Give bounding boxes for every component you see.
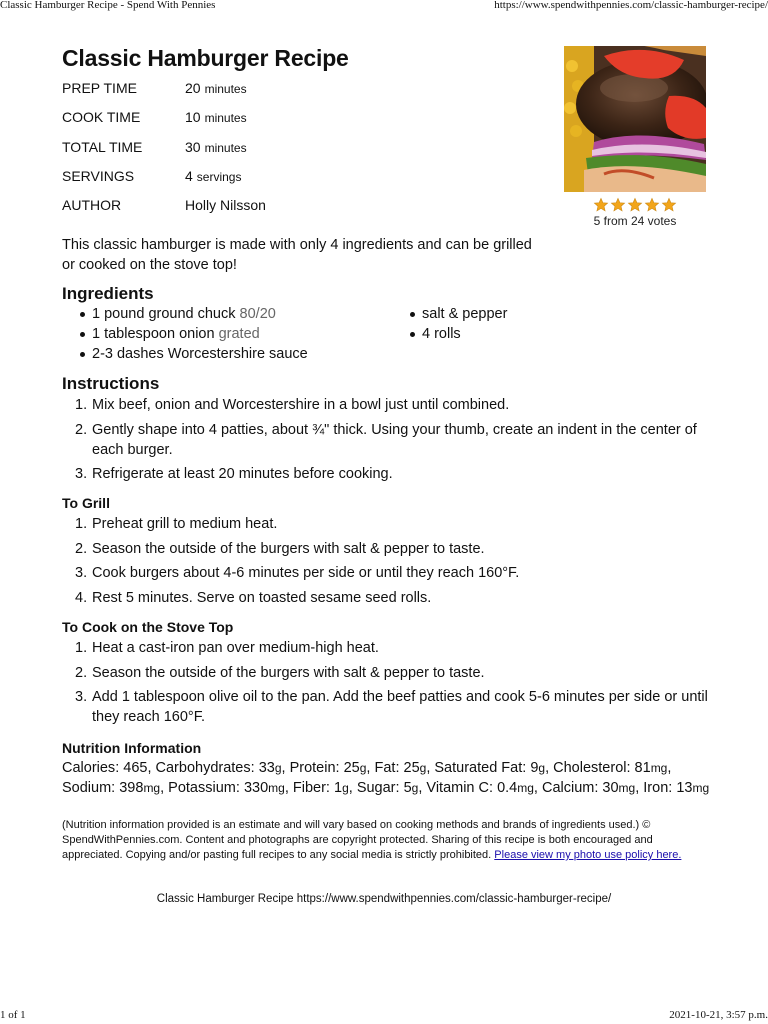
step-item [62,514,712,534]
ingredient-text: 1 pound ground chuck [92,306,236,322]
ingredient-note: 80/20 [239,306,276,322]
ingredient-item [62,304,308,324]
grill-heading: To Grill [62,495,110,511]
nutrition-item: Fat: 25g [374,760,427,776]
meta-value [185,197,266,213]
ingredient-text: 2-3 dashes Worcestershire sauce [92,346,308,362]
meta-row [62,197,266,226]
nutrition-item: Protein: 25g [289,760,367,776]
burger-photo [564,46,706,192]
nutrition-item: Calories: 465 [62,760,148,776]
nutrition-unit: g [538,761,546,775]
star-icon[interactable] [644,197,660,213]
step-item [62,588,712,608]
nutrition-label: Potassium [168,780,236,796]
nutrition-value: 9 [530,760,539,776]
disclaimer [62,818,712,863]
nutrition-value: 30 [602,780,619,796]
meta-unit: minutes [204,140,247,155]
ingredient-item [392,324,507,344]
step-item [62,563,712,583]
step-text: Season the outside of the burgers with salt & pepper to taste. [92,664,485,681]
star-icon[interactable] [593,197,609,213]
nutrition-info: Calories: 465, Carbohydrates: 33g, Protein: 25g, Fat: 25g, Saturated Fat: 9g, Cholesterol: 81mg, Sodium: 398mg, Potassium: 330mg, Fiber: 1g, Sugar: 5g, Vitamin C: 0.4mg, Calcium: 30mg, Iron: 13mg [62,760,710,796]
print-footer [0,1009,768,1021]
ingredient-text: 4 rolls [422,326,461,342]
nutrition-value: 33 [258,760,275,776]
nutrition-label: Sugar [356,780,396,796]
meta-value [185,168,241,184]
nutrition-unit: g [274,761,282,775]
step-text: Add 1 tablespoon olive oil to the pan. Add the beef patties and cook 5-6 minutes per side or until they reach 160°F. [92,689,708,725]
meta-label: TOTAL TIME [62,138,143,155]
star-icon[interactable] [627,197,643,213]
nutrition-label: Calcium [541,780,595,796]
step-number: 1. [75,397,88,413]
ingredient-item [62,344,308,364]
meta-row [62,139,266,168]
star-icon[interactable] [661,197,677,213]
nutrition-item: Sodium: 398mg [62,780,161,796]
meta-value-number: 30 [185,138,201,155]
nutrition-item: Cholesterol: 81mg [553,760,668,776]
nutrition-value: 25 [343,760,360,776]
nutrition-unit: mg [517,781,534,795]
nutrition-unit: mg [143,781,161,795]
step-item [62,663,712,683]
burger-photo-illustration [564,46,706,192]
print-header [0,0,768,11]
step-number: 3. [75,466,88,482]
rating-count: 5 from 24 votes [593,214,677,228]
nutrition-unit: mg [268,781,285,795]
nutrition-label: Iron [643,780,669,796]
nutrition-label: Fat [374,760,396,776]
star-rating[interactable] [580,197,690,213]
nutrition-label: Protein [289,760,336,776]
nutrition-label: Saturated Fat [434,760,523,776]
instructions-list [62,395,712,489]
meta-row [62,80,266,109]
photo-policy-link[interactable]: Please view my photo use policy here. [494,849,682,861]
ingredients-list-right [392,304,507,344]
nutrition-value: 330 [243,780,269,796]
step-number: 1. [75,516,88,532]
step-item [62,395,712,415]
nutrition-label: Fiber [292,780,326,796]
step-text: Season the outside of the burgers with salt & pepper to taste. [92,540,485,557]
recipe-summary: This classic hamburger is made with only 4 ingredients and can be grilled or cooked on the stove top! [62,237,532,273]
meta-unit: servings [196,169,242,184]
nutrition-label: Sodium [62,780,112,796]
meta-value-number: Holly Nilsson [185,197,266,214]
nutrition-value: 398 [119,780,144,796]
nutrition-unit: mg [692,781,710,795]
star-icon[interactable] [610,197,626,213]
meta-value-number: 10 [185,109,201,126]
step-number: 2. [75,664,88,681]
step-text: Refrigerate at least 20 minutes before cooking. [92,466,393,482]
nutrition-label: Calories [62,760,116,776]
nutrition-heading: Nutrition Information [62,740,202,756]
source-line: Classic Hamburger Recipe https://www.spendwithpennies.com/classic-hamburger-recipe/ [156,893,612,905]
recipe-meta [62,80,266,226]
nutrition-value: 81 [634,760,651,776]
step-number: 3. [75,565,88,581]
step-item [62,539,712,559]
meta-label: PREP TIME [62,80,137,96]
nutrition-unit: g [342,781,349,795]
nutrition-unit: g [419,761,427,775]
nutrition-item: Potassium: 330mg [168,780,285,796]
meta-label: AUTHOR [62,197,122,214]
ingredient-text: salt & pepper [422,306,508,322]
step-number: 3. [75,689,88,705]
step-text: Gently shape into 4 patties, about ¾" thick. Using your thumb, create an indent in the center of each burger. [92,421,697,458]
meta-label: SERVINGS [62,167,135,184]
meta-value [185,80,247,96]
meta-row [62,168,266,197]
nutrition-item: Sugar: 5g [356,780,419,796]
ingredients-list-left [62,304,308,364]
nutrition-value: 0.4 [497,780,518,796]
step-number: 4. [75,589,88,606]
step-text: Rest 5 minutes. Serve on toasted sesame seed rolls. [92,589,432,606]
meta-value-number: 4 [185,167,193,184]
nutrition-unit: mg [618,781,636,795]
nutrition-value: 25 [403,760,420,776]
step-text: Mix beef, onion and Worcestershire in a bowl just until combined. [92,397,510,413]
nutrition-value: 465 [123,760,148,776]
step-item [62,420,712,460]
meta-value [185,139,247,155]
meta-value-number: 20 [185,80,201,96]
stove-heading: To Cook on the Stove Top [62,619,234,635]
step-item [62,638,712,658]
nutrition-item: Fiber: 1g [292,780,349,796]
step-item [62,464,712,484]
print-timestamp: 2021-10-21, 3:57 p.m. [669,1009,768,1021]
nutrition-label: Vitamin C [426,780,489,796]
nutrition-value: 1 [333,780,343,796]
step-item [62,687,712,727]
ingredient-item [62,324,308,344]
stove-steps-list [62,638,712,732]
nutrition-unit: g [359,761,367,775]
nutrition-unit: mg [650,761,668,775]
ingredients-heading: Ingredients [62,284,154,303]
nutrition-value: 5 [403,780,412,796]
meta-value [185,109,247,125]
nutrition-label: Carbohydrates [155,760,251,776]
page-number: 1 of 1 [0,1009,26,1021]
nutrition-item: Carbohydrates: 33g [155,760,282,776]
meta-unit: minutes [204,111,247,126]
nutrition-unit: g [411,781,419,795]
meta-row [62,109,266,138]
nutrition-item: Calcium: 30mg [541,780,636,796]
ingredient-item [392,304,507,324]
recipe-title: Classic Hamburger Recipe [62,45,349,71]
meta-label: COOK TIME [62,109,141,126]
instructions-heading: Instructions [62,374,160,393]
nutrition-label: Cholesterol [553,760,627,776]
step-number: 1. [75,640,88,656]
grill-steps-list [62,514,712,612]
nutrition-value: 13 [676,780,693,796]
disclaimer-text: (Nutrition information provided is an estimate and will vary based on cooking methods and brands of ingredients used.) © SpendWithPennies.com. Content and photographs are copyright protected. Sharing of this recipe is both encouraged and appreciated. Copying and/or pasting full recipes to any social media is strictly prohibited. [62,819,653,861]
recipe-rating [580,197,690,228]
step-number: 2. [75,421,88,438]
step-text: Heat a cast-iron pan over medium-high heat. [92,640,379,656]
print-header-title: Classic Hamburger Recipe - Spend With Pennies [0,0,216,11]
nutrition-item: Saturated Fat: 9g [434,760,546,776]
step-number: 2. [75,540,88,557]
ingredient-text: 1 tablespoon onion [92,326,215,342]
nutrition-item: Iron: 13mg [643,780,710,796]
print-header-url: https://www.spendwithpennies.com/classic-hamburger-recipe/ [494,0,768,11]
ingredient-note: grated [218,326,260,342]
step-text: Cook burgers about 4-6 minutes per side or until they reach 160°F. [92,565,520,581]
meta-unit: minutes [204,82,247,96]
nutrition-item: Vitamin C: 0.4mg [426,780,534,796]
step-text: Preheat grill to medium heat. [92,516,278,532]
